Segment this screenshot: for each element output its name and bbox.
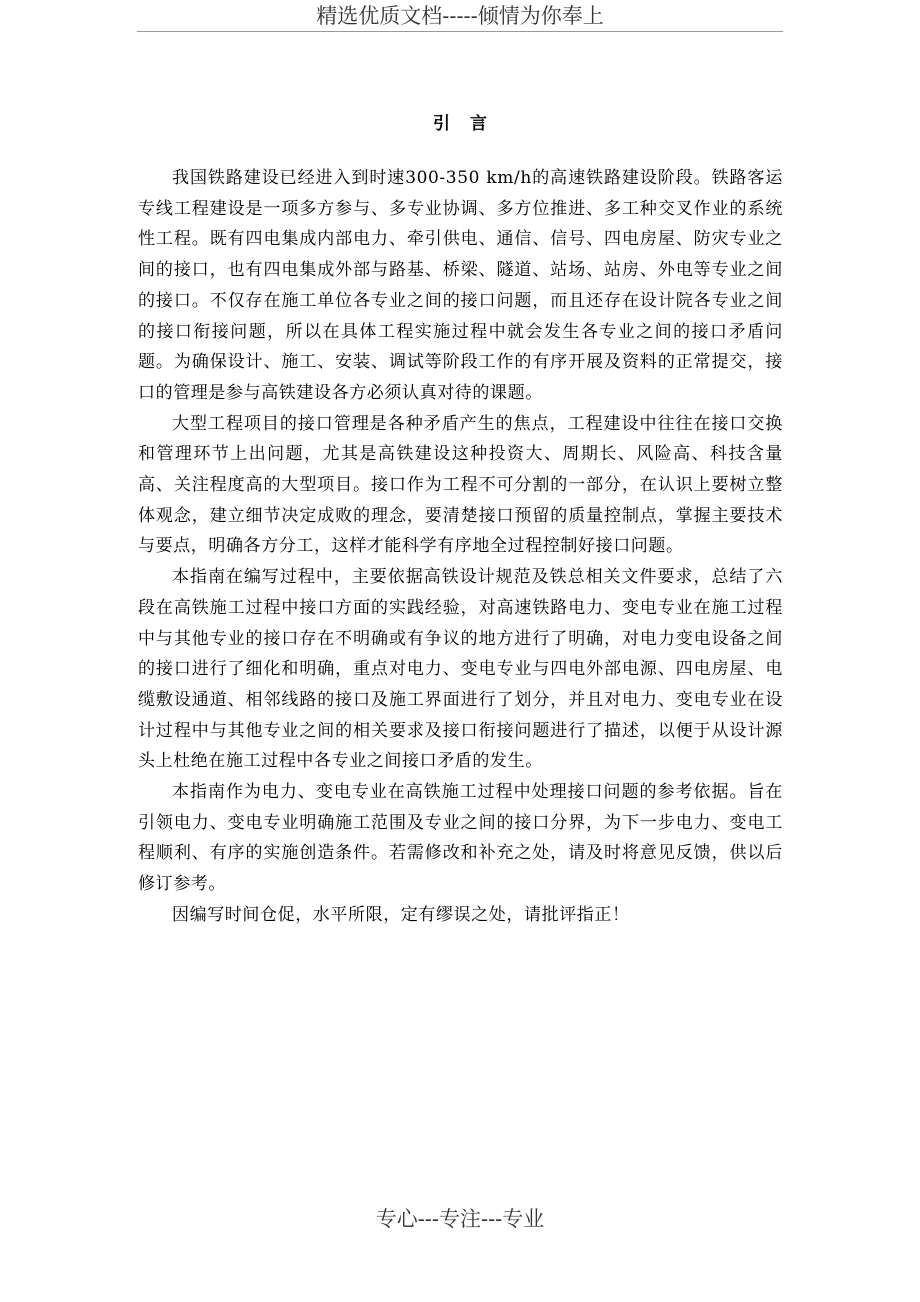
document-body — [138, 163, 783, 931]
paragraph-2: 大型工程项目的接口管理是各种矛盾产生的焦点，工程建设中往往在接口交换和管理环节上出问题，尤其是高铁建设这种投资大、周期长、风险高、科技含量高、关注程度高的大型项目。接口作为工程不可分割的一部分，在认识上要树立整体观念，建立细节决定成败的理念，要清楚接口预留的质量控制点，掌握主要技术与要点，明确各方分工，这样才能科学有序地全过程控制好接口问题。 — [138, 413, 783, 557]
paragraph-5: 因编写时间仓促，水平所限，定有缪误之处，请批评指正！ — [172, 904, 630, 925]
page-header: 精选优质文档-----倾情为你奉上 — [316, 4, 604, 28]
page-footer: 专心---专注---专业 — [375, 1207, 545, 1231]
paragraph-1: 我国铁路建设已经进入到时速300-350 km/h的高速铁路建设阶段。铁路客运专线工程建设是一项多方参与、多专业协调、多方位推进、多工种交叉作业的系统性工程。既有四电集成内部电力、牵引供电、通信、信号、四电房屋、防灾专业之间的接口，也有四电集成外部与路基、桥梁、隧道、站场、站房、外电等专业之间的接口。不仅存在施工单位各专业之间的接口问题，而且还存在设计院各专业之间的接口衔接问题，所以在具体工程实施过程中就会发生各专业之间的接口矛盾问题。为确保设计、施工、安装、调试等阶段工作的有序开展及资料的正常提交，接口的管理是参与高铁建设各方必须认真对待的课题。 — [138, 168, 783, 403]
paragraph-3: 本指南在编写过程中，主要依据高铁设计规范及铁总相关文件要求，总结了六段在高铁施工过程中接口方面的实践经验，对高速铁路电力、变电专业在施工过程中与其他专业的接口存在不明确或有争议的地方进行了明确，对电力变电设备之间的接口进行了细化和明确，重点对电力、变电专业与四电外部电源、四电房屋、电缆敷设通道、相邻线路的接口及施工界面进行了划分，并且对电力、变电专业在设计过程中与其他专业之间的相关要求及接口衔接问题进行了描述，以便于从设计源头上杜绝在施工过程中各专业之间接口矛盾的发生。 — [138, 567, 783, 772]
document-title: 引言 — [433, 114, 507, 134]
paragraph-4: 本指南作为电力、变电专业在高铁施工过程中处理接口问题的参考依据。旨在引领电力、变电专业明确施工范围及专业之间的接口分界，为下一步电力、变电工程顺利、有序的实施创造条件。若需修改和补充之处，请及时将意见反馈，供以后修订参考。 — [138, 782, 783, 895]
header-divider — [137, 31, 783, 32]
